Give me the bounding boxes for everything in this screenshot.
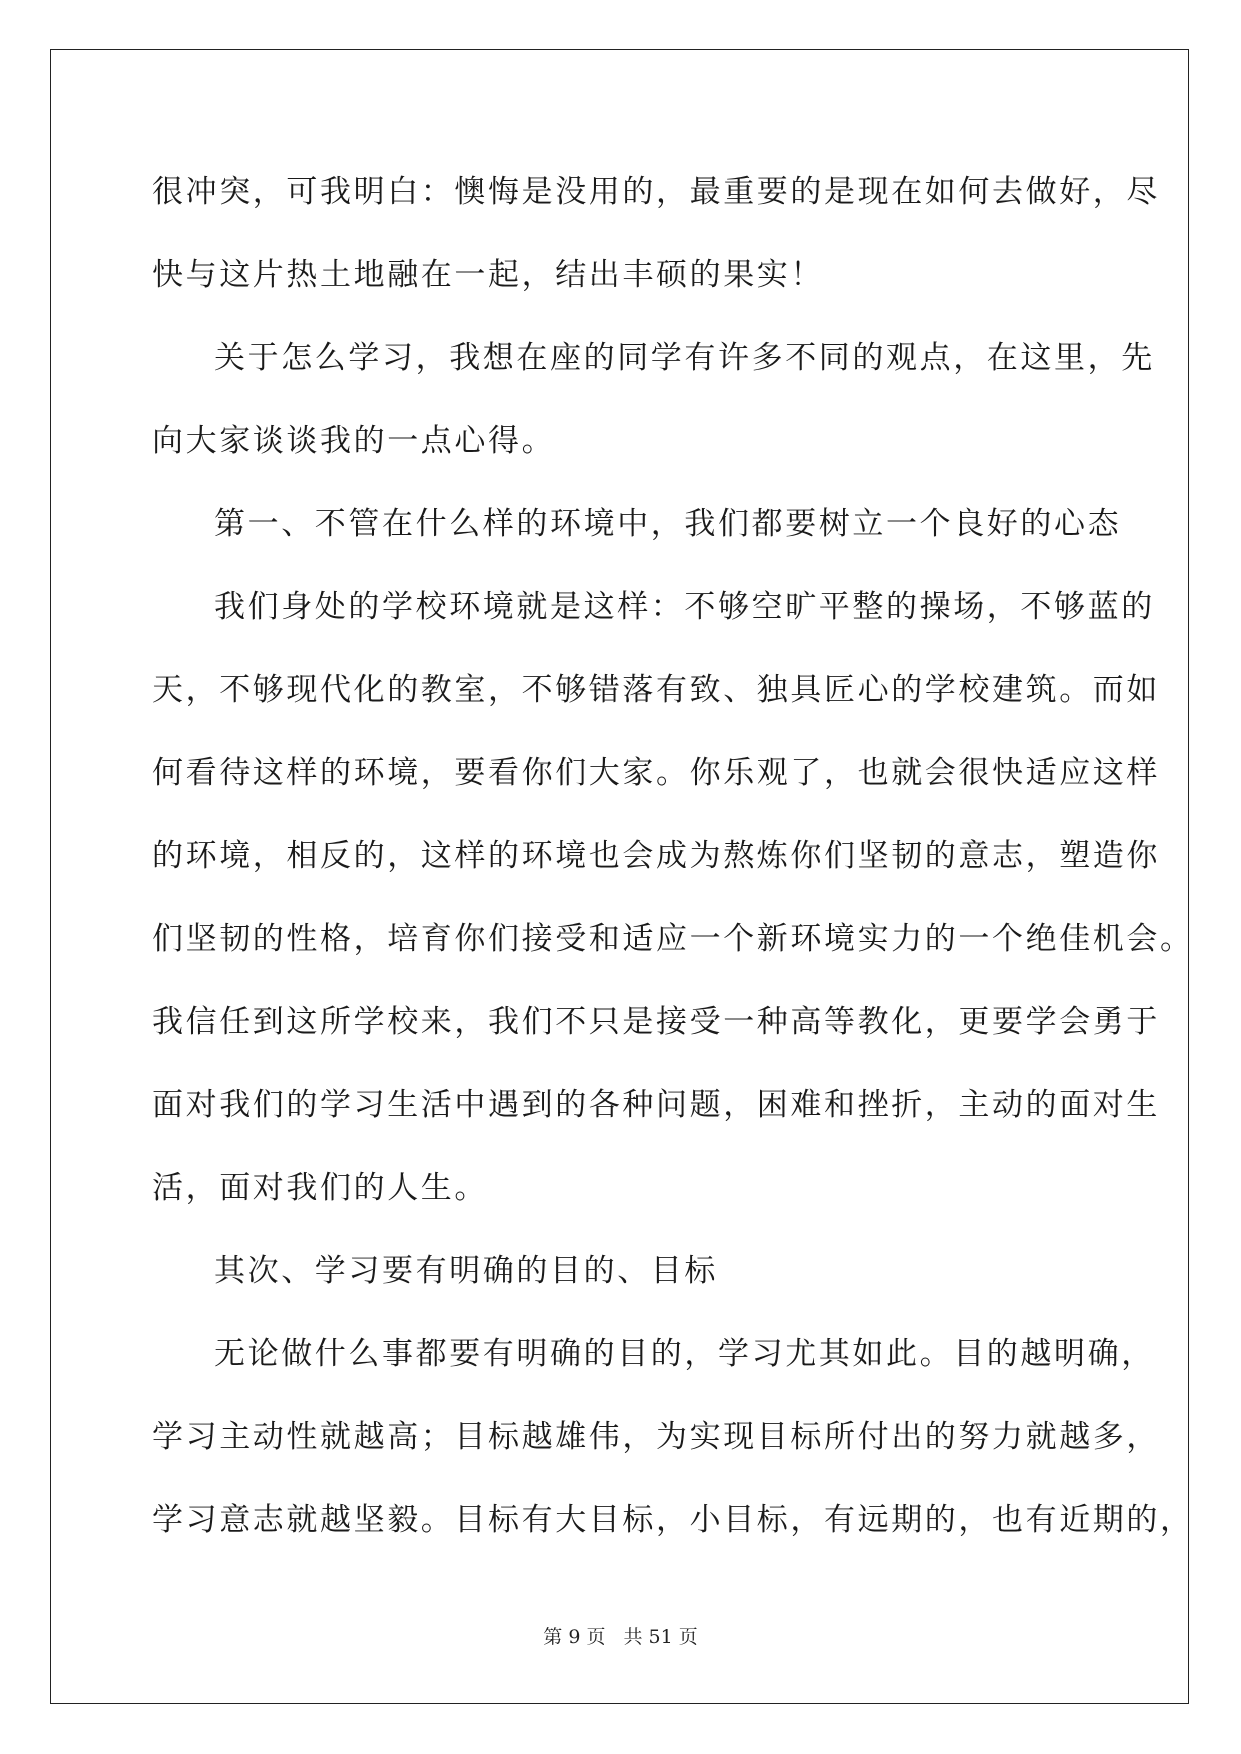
text-line: 们坚韧的性格，培育你们接受和适应一个新环境实力的一个绝佳机会。 (152, 921, 1194, 957)
page-footer (0, 1625, 1241, 1649)
text-line: 学习意志就越坚毅。目标有大目标，小目标，有远期的，也有近期的， (152, 1502, 1194, 1538)
page-number: 第 9 页 (543, 1626, 606, 1648)
text-line: 天，不够现代化的教室，不够错落有致、独具匠心的学校建筑。而如 (152, 672, 1160, 708)
paragraph-line: 我们身处的学校环境就是这样：不够空旷平整的操场，不够蓝的 (214, 589, 1155, 625)
text-line: 活，面对我们的人生。 (152, 1170, 488, 1206)
text-line: 快与这片热土地融在一起，结出丰硕的果实！ (152, 257, 824, 293)
text-line: 向大家谈谈我的一点心得。 (152, 423, 556, 459)
paragraph-line: 无论做什么事都要有明确的目的，学习尤其如此。目的越明确， (214, 1336, 1155, 1372)
text-line: 很冲突，可我明白：懊悔是没用的，最重要的是现在如何去做好，尽 (152, 174, 1160, 210)
page-total: 共 51 页 (623, 1626, 698, 1648)
text-line: 面对我们的学习生活中遇到的各种问题，困难和挫折，主动的面对生 (152, 1087, 1160, 1123)
paragraph-line: 关于怎么学习，我想在座的同学有许多不同的观点，在这里，先 (214, 340, 1155, 376)
text-line: 学习主动性就越高；目标越雄伟，为实现目标所付出的努力就越多， (152, 1419, 1160, 1455)
text-line: 我信任到这所学校来，我们不只是接受一种高等教化，更要学会勇于 (152, 1004, 1160, 1040)
text-line: 何看待这样的环境，要看你们大家。你乐观了，也就会很快适应这样 (152, 755, 1160, 791)
section-heading: 第一、不管在什么样的环境中，我们都要树立一个良好的心态 (214, 506, 1122, 542)
section-heading: 其次、学习要有明确的目的、目标 (214, 1253, 718, 1289)
text-line: 的环境，相反的，这样的环境也会成为熬炼你们坚韧的意志，塑造你 (152, 838, 1160, 874)
